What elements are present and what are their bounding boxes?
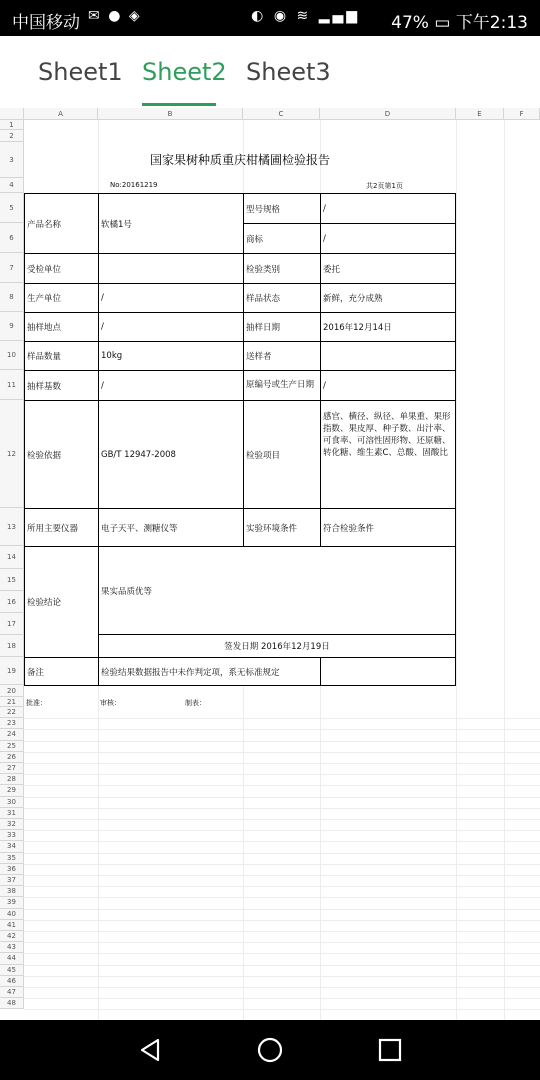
cell-env-label[interactable]: 实验环境条件 bbox=[243, 508, 321, 547]
cell-site-label[interactable]: 抽样地点 bbox=[24, 312, 99, 342]
wifi-icon: ≋ bbox=[296, 8, 312, 24]
cell-state-label[interactable]: 样品状态 bbox=[243, 283, 321, 313]
row-header[interactable]: 45 bbox=[0, 965, 24, 976]
row-header[interactable]: 10 bbox=[0, 341, 24, 370]
gridline bbox=[24, 797, 540, 798]
row-header[interactable]: 19 bbox=[0, 657, 24, 685]
row-header[interactable]: 40 bbox=[0, 909, 24, 920]
column-header-a[interactable]: A bbox=[24, 108, 98, 120]
cell-producer-value[interactable]: / bbox=[98, 283, 244, 313]
gridline bbox=[24, 953, 540, 954]
cell-review[interactable]: 审核： bbox=[100, 699, 121, 707]
row-header[interactable]: 21 bbox=[0, 697, 24, 707]
row-header[interactable]: 5 bbox=[0, 193, 24, 223]
column-header-c[interactable]: C bbox=[243, 108, 320, 120]
home-icon[interactable] bbox=[256, 1036, 284, 1064]
cell-concl-label[interactable]: 检验结论 bbox=[24, 546, 99, 658]
status-bar bbox=[0, 0, 540, 36]
row-header[interactable]: 31 bbox=[0, 808, 24, 819]
gridline bbox=[24, 718, 540, 719]
cell-site-value[interactable]: / bbox=[98, 312, 244, 342]
clock-label: 下午2:13 bbox=[455, 13, 528, 33]
cell-product-label[interactable]: 产品名称 bbox=[24, 193, 99, 254]
cell-instr-label[interactable]: 所用主要仪器 bbox=[24, 508, 99, 547]
gridline bbox=[24, 920, 540, 921]
gridline bbox=[24, 774, 540, 775]
row-header[interactable]: 20 bbox=[0, 685, 24, 697]
cell-make[interactable]: 制表： bbox=[185, 699, 206, 707]
row-header[interactable]: 13 bbox=[0, 508, 24, 546]
row-header[interactable]: 46 bbox=[0, 976, 24, 987]
cell-sender-label[interactable]: 送样者 bbox=[243, 341, 321, 371]
row-header[interactable]: 37 bbox=[0, 875, 24, 886]
gridline bbox=[24, 841, 540, 842]
row-header[interactable]: 16 bbox=[0, 591, 24, 613]
status-right bbox=[391, 8, 528, 33]
row-header[interactable]: 39 bbox=[0, 897, 24, 908]
cell-approve[interactable]: 批准： bbox=[26, 699, 47, 707]
gridline bbox=[24, 987, 540, 988]
cell-brand-label[interactable]: 商标 bbox=[243, 223, 321, 254]
row-header[interactable]: 9 bbox=[0, 312, 24, 341]
eye-icon: ◉ bbox=[273, 8, 290, 24]
row-header[interactable]: 15 bbox=[0, 569, 24, 591]
gridline bbox=[24, 931, 540, 932]
gridline bbox=[24, 819, 540, 820]
tab-sheet3[interactable]: Sheet3 bbox=[246, 58, 331, 86]
gridline bbox=[24, 998, 540, 999]
gridline bbox=[24, 909, 540, 910]
row-header[interactable]: 25 bbox=[0, 741, 24, 752]
row-header[interactable]: 48 bbox=[0, 998, 24, 1009]
report-pages[interactable]: 共2页第1页 bbox=[366, 182, 403, 190]
row-header[interactable]: 36 bbox=[0, 864, 24, 875]
report-number[interactable]: No:20161219 bbox=[110, 181, 158, 189]
row-header[interactable]: 12 bbox=[0, 400, 24, 508]
cell-type-label[interactable]: 检验类别 bbox=[243, 253, 321, 284]
row-header[interactable]: 4 bbox=[0, 178, 24, 193]
gridline bbox=[24, 741, 540, 742]
cell-orig-label[interactable]: 原编号或生产日期 bbox=[243, 370, 321, 401]
recents-icon[interactable] bbox=[376, 1036, 404, 1064]
cell-env-value[interactable]: 符合检验条件 bbox=[320, 508, 456, 547]
row-header[interactable]: 17 bbox=[0, 613, 24, 635]
sheet-tabs bbox=[0, 36, 540, 108]
gridline bbox=[24, 830, 540, 831]
row-header[interactable]: 3 bbox=[0, 142, 24, 178]
cell-state-value[interactable]: 新鲜，充分成熟 bbox=[320, 283, 456, 313]
cell-items-value[interactable]: 感官、横径、纵径、单果重、果形指数、果皮厚、种子数、出汁率、可食率、可溶性固形物、还原糖、转化糖、维生素C、总酸、固酸比 bbox=[320, 400, 456, 509]
cell-concl-value[interactable]: 果实品质优等 bbox=[98, 546, 456, 635]
column-header-e[interactable]: E bbox=[456, 108, 504, 120]
wechat-icon: ✉ bbox=[88, 8, 102, 24]
row-header[interactable]: 8 bbox=[0, 283, 24, 312]
cell-sign-date[interactable]: 签发日期 2016年12月19日 bbox=[98, 634, 456, 658]
gridline bbox=[24, 752, 540, 753]
column-header-b[interactable]: B bbox=[98, 108, 243, 120]
chat-icon: ● bbox=[108, 8, 123, 24]
cell-product-value[interactable]: 软橘1号 bbox=[98, 193, 244, 254]
row-header[interactable]: 11 bbox=[0, 370, 24, 400]
gridline bbox=[24, 897, 540, 898]
cell-producer-label[interactable]: 生产单位 bbox=[24, 283, 99, 313]
gridline bbox=[24, 729, 540, 730]
cell-basis-value[interactable]: GB/T 12947-2008 bbox=[98, 400, 244, 509]
column-header-f[interactable]: F bbox=[504, 108, 540, 120]
cell-unit-label[interactable]: 受检单位 bbox=[24, 253, 99, 284]
cell-note-label[interactable]: 备注 bbox=[24, 657, 99, 686]
cell-instr-value[interactable]: 电子天平、测糖仪等 bbox=[98, 508, 244, 547]
gridline bbox=[24, 808, 540, 809]
cell-items-label[interactable]: 检验项目 bbox=[243, 400, 321, 509]
corner-cell[interactable] bbox=[0, 108, 24, 120]
signal-icon: ▂▄▆ bbox=[318, 8, 360, 24]
row-header[interactable]: 35 bbox=[0, 853, 24, 864]
cell-qty-label[interactable]: 样品数量 bbox=[24, 341, 99, 371]
navigation-bar bbox=[0, 1020, 540, 1080]
cell-note-extra[interactable] bbox=[320, 657, 456, 686]
gridline bbox=[456, 120, 457, 1020]
battery-icon: ▭ bbox=[434, 13, 451, 33]
cell-date-value[interactable]: 2016年12月14日 bbox=[320, 312, 456, 342]
data-saver-icon: ◐ bbox=[251, 8, 267, 24]
cell-brand-value[interactable]: / bbox=[320, 223, 456, 254]
row-header[interactable]: 41 bbox=[0, 920, 24, 931]
cell-basis-label[interactable]: 检验依据 bbox=[24, 400, 99, 509]
cell-qty-value[interactable]: 10kg bbox=[98, 341, 244, 371]
cell-model-label[interactable]: 型号规格 bbox=[243, 193, 321, 224]
cell-type-value[interactable]: 委托 bbox=[320, 253, 456, 284]
row-header[interactable]: 29 bbox=[0, 785, 24, 796]
row-header[interactable]: 2 bbox=[0, 130, 24, 142]
row-header[interactable]: 28 bbox=[0, 774, 24, 785]
row-header[interactable]: 33 bbox=[0, 830, 24, 841]
cell-base-value[interactable]: / bbox=[98, 370, 244, 401]
cell-sender-value[interactable] bbox=[320, 341, 456, 371]
system-icons bbox=[251, 8, 360, 24]
row-header[interactable]: 34 bbox=[0, 841, 24, 852]
carrier-label: 中国移动 bbox=[12, 13, 80, 33]
row-header[interactable]: 30 bbox=[0, 797, 24, 808]
row-header[interactable]: 32 bbox=[0, 819, 24, 830]
column-header-d[interactable]: D bbox=[320, 108, 456, 120]
battery-label: 47% bbox=[391, 13, 429, 33]
cell-unit-value[interactable] bbox=[98, 253, 244, 284]
row-header[interactable]: 43 bbox=[0, 942, 24, 953]
cell-base-label[interactable]: 抽样基数 bbox=[24, 370, 99, 401]
gridline bbox=[24, 875, 540, 876]
row-header[interactable]: 1 bbox=[0, 120, 24, 130]
row-header[interactable]: 42 bbox=[0, 931, 24, 942]
row-header[interactable]: 24 bbox=[0, 729, 24, 740]
app-icon: ◈ bbox=[128, 8, 142, 24]
active-tab-indicator bbox=[142, 103, 216, 106]
row-header[interactable]: 7 bbox=[0, 253, 24, 283]
gridline bbox=[24, 976, 540, 977]
row-header[interactable]: 6 bbox=[0, 223, 24, 253]
row-header[interactable]: 22 bbox=[0, 707, 24, 718]
tab-sheet2[interactable]: Sheet2 bbox=[142, 58, 227, 86]
cell-model-value[interactable]: / bbox=[320, 193, 456, 224]
gridline bbox=[504, 120, 505, 1020]
gridline bbox=[24, 864, 540, 865]
gridline bbox=[24, 886, 540, 887]
row-header[interactable]: 14 bbox=[0, 546, 24, 569]
notification-icons bbox=[88, 8, 142, 24]
row-header[interactable]: 44 bbox=[0, 953, 24, 964]
gridline bbox=[24, 763, 540, 764]
gridline bbox=[24, 965, 540, 966]
row-header[interactable]: 18 bbox=[0, 635, 24, 657]
gridline bbox=[24, 785, 540, 786]
row-header[interactable]: 26 bbox=[0, 752, 24, 763]
row-header[interactable]: 38 bbox=[0, 886, 24, 897]
row-header[interactable]: 47 bbox=[0, 987, 24, 998]
row-header[interactable]: 27 bbox=[0, 763, 24, 774]
gridline bbox=[24, 942, 540, 943]
cell-date-label[interactable]: 抽样日期 bbox=[243, 312, 321, 342]
row-header[interactable]: 23 bbox=[0, 718, 24, 729]
gridline bbox=[24, 1009, 540, 1010]
report-title[interactable]: 国家果树种质重庆柑橘圃检验报告 bbox=[149, 153, 330, 167]
cell-note-value[interactable] bbox=[98, 657, 321, 686]
cell-orig-value[interactable]: / bbox=[320, 370, 456, 401]
spreadsheet-view[interactable] bbox=[0, 108, 540, 1020]
back-icon[interactable] bbox=[136, 1036, 164, 1064]
tab-sheet1[interactable]: Sheet1 bbox=[38, 58, 123, 86]
note-text: 检验结果数据报告中未作判定项，系无标准规定 bbox=[101, 667, 280, 678]
gridline bbox=[24, 853, 540, 854]
